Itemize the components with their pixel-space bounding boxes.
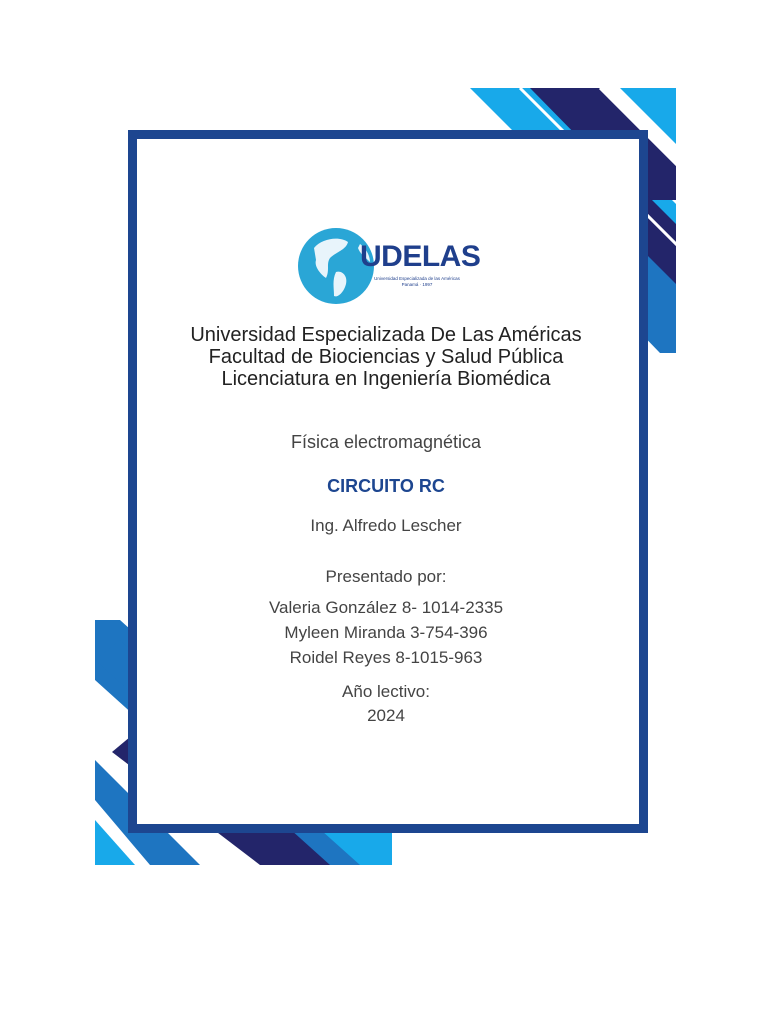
logo-location: Panamá · 1997 xyxy=(401,282,433,287)
academic-year-label: Año lectivo: xyxy=(342,682,430,701)
academic-year: 2024 xyxy=(367,706,405,725)
degree-name: Licenciatura en Ingeniería Biomédica xyxy=(221,368,551,390)
faculty-name: Facultad de Biociencias y Salud Pública xyxy=(208,346,564,368)
document-title: CIRCUITO RC xyxy=(327,476,445,496)
student-item: Valeria González 8- 1014-2335 xyxy=(268,598,504,617)
logo-tagline xyxy=(362,276,472,288)
university-logo xyxy=(296,226,481,310)
course-name: Física electromagnética xyxy=(290,432,482,452)
cover-content xyxy=(128,130,648,833)
student-item: Roidel Reyes 8-1015-963 xyxy=(289,648,483,667)
student-item: Myleen Miranda 3-754-396 xyxy=(284,623,488,642)
university-name: Universidad Especializada De Las Américas xyxy=(190,324,582,346)
professor-name: Ing. Alfredo Lescher xyxy=(310,516,462,535)
institution-block xyxy=(128,324,644,390)
presented-by-label: Presentado por: xyxy=(325,567,447,586)
logo-wordmark: UDELAS xyxy=(360,240,481,273)
logo-tagline-text: Universidad Especializada de las Américas xyxy=(374,276,460,281)
students-list xyxy=(128,595,644,670)
